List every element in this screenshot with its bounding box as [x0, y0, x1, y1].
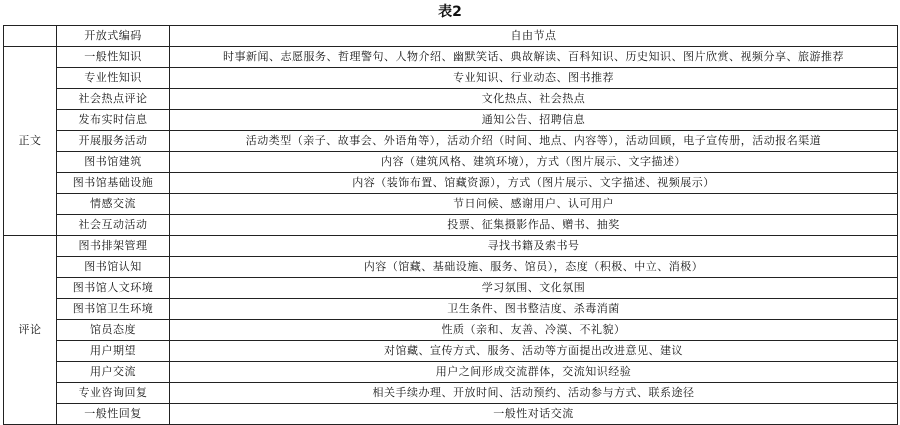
open-code-cell: 情感交流 [57, 194, 170, 215]
table-row [4, 320, 898, 341]
group-label-cell: 评论 [4, 236, 57, 425]
table-row [4, 215, 898, 236]
open-code-cell: 社会热点评论 [57, 89, 170, 110]
open-code-cell: 图书馆基础设施 [57, 173, 170, 194]
free-node-cell: 投票、征集摄影作品、赠书、抽奖 [170, 215, 898, 236]
table-row [4, 47, 898, 68]
table-row [4, 152, 898, 173]
table-row [4, 278, 898, 299]
table-row [4, 341, 898, 362]
free-node-cell: 学习氛围、文化氛围 [170, 278, 898, 299]
table-row [4, 383, 898, 404]
open-code-cell: 社会互动活动 [57, 215, 170, 236]
table-row [4, 299, 898, 320]
free-node-cell: 相关手续办理、开放时间、活动预约、活动参与方式、联系途径 [170, 383, 898, 404]
free-node-cell: 性质（亲和、友善、冷漠、不礼貌） [170, 320, 898, 341]
table-row [4, 131, 898, 152]
table-row [4, 68, 898, 89]
table-row [4, 404, 898, 425]
open-code-cell: 专业性知识 [57, 68, 170, 89]
free-node-cell: 用户之间形成交流群体，交流知识经验 [170, 362, 898, 383]
table-row [4, 257, 898, 278]
group-label-cell: 正文 [4, 47, 57, 236]
open-code-cell: 一般性回复 [57, 404, 170, 425]
free-node-cell: 时事新闻、志愿服务、哲理警句、人物介绍、幽默笑话、典故解读、百科知识、历史知识、图片欣赏、视频分享、旅游推荐 [170, 47, 898, 68]
open-code-cell: 图书馆建筑 [57, 152, 170, 173]
open-code-cell: 发布实时信息 [57, 110, 170, 131]
free-node-cell: 专业知识、行业动态、图书推荐 [170, 68, 898, 89]
open-code-cell: 图书排架管理 [57, 236, 170, 257]
free-node-cell: 内容（建筑风格、建筑环境），方式（图片展示、文字描述） [170, 152, 898, 173]
open-code-cell: 图书馆人文环境 [57, 278, 170, 299]
table-row [4, 110, 898, 131]
open-code-cell: 图书馆认知 [57, 257, 170, 278]
open-code-cell: 专业咨询回复 [57, 383, 170, 404]
coding-table [3, 25, 898, 425]
header-node-cell: 自由节点 [170, 26, 898, 47]
open-code-cell: 一般性知识 [57, 47, 170, 68]
free-node-cell: 内容（馆藏、基础设施、服务、馆员），态度（积极、中立、消极） [170, 257, 898, 278]
table-row [4, 236, 898, 257]
table-row [4, 89, 898, 110]
free-node-cell: 一般性对话交流 [170, 404, 898, 425]
open-code-cell: 用户交流 [57, 362, 170, 383]
table-row [4, 194, 898, 215]
free-node-cell: 对馆藏、宣传方式、服务、活动等方面提出改进意见、建议 [170, 341, 898, 362]
free-node-cell: 内容（装饰布置、馆藏资源），方式（图片展示、文字描述、视频展示） [170, 173, 898, 194]
free-node-cell: 节日问候、感谢用户、认可用户 [170, 194, 898, 215]
free-node-cell: 活动类型（亲子、故事会、外语角等），活动介绍（时间、地点、内容等），活动回顾，电子宣传册，活动报名渠道 [170, 131, 898, 152]
free-node-cell: 通知公告、招聘信息 [170, 110, 898, 131]
open-code-cell: 馆员态度 [57, 320, 170, 341]
table-row [4, 173, 898, 194]
table-row [4, 362, 898, 383]
free-node-cell: 文化热点、社会热点 [170, 89, 898, 110]
free-node-cell: 寻找书籍及索书号 [170, 236, 898, 257]
open-code-cell: 用户期望 [57, 341, 170, 362]
table-caption: 表2 [438, 4, 462, 20]
table-body [4, 26, 898, 425]
open-code-cell: 开展服务活动 [57, 131, 170, 152]
free-node-cell: 卫生条件、图书整洁度、杀毒消菌 [170, 299, 898, 320]
header-code-cell: 开放式编码 [57, 26, 170, 47]
open-code-cell: 图书馆卫生环境 [57, 299, 170, 320]
table-header-row [4, 26, 898, 47]
header-group-cell [4, 26, 57, 47]
